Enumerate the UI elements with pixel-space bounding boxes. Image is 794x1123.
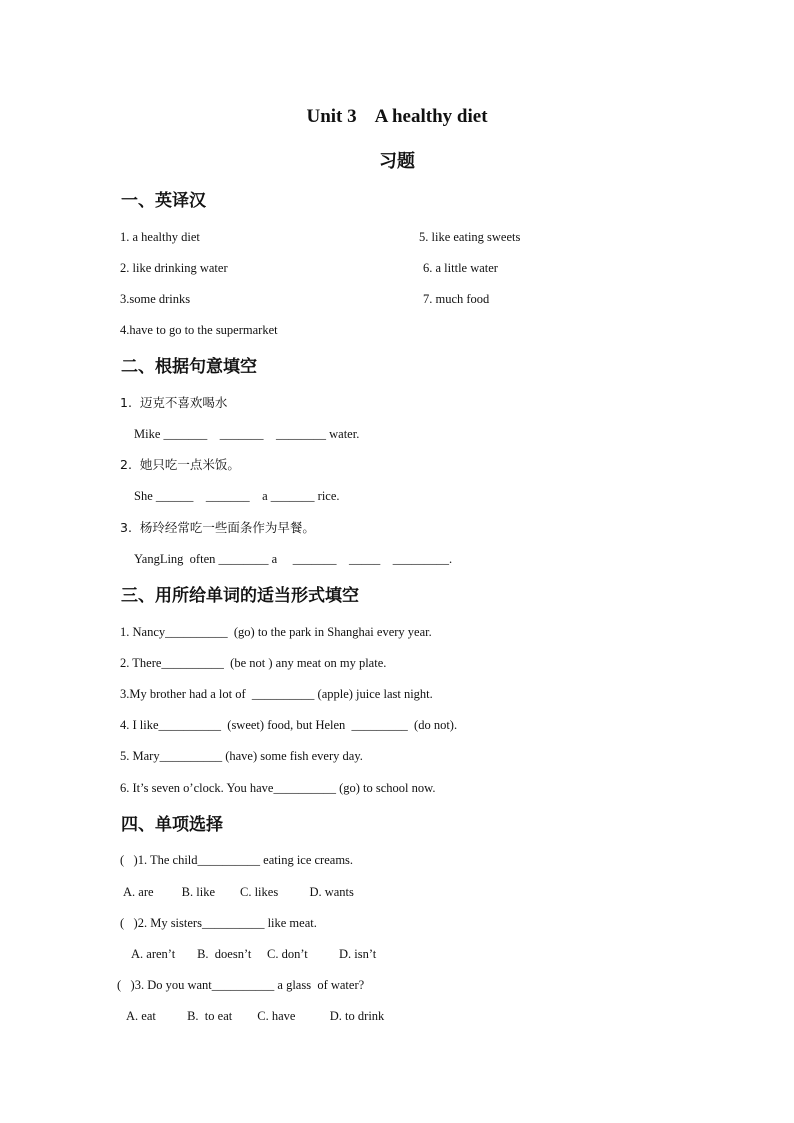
question-item: 7. much food: [423, 292, 490, 306]
page-subtitle: 习题: [379, 151, 415, 172]
question-item: 1. Nancy__________ (go) to the park in Shanghai every year.: [120, 625, 432, 639]
question-item: 3.some drinks: [120, 292, 191, 306]
question-item: 3. 杨玲经常吃一些面条作为早餐。: [120, 520, 315, 535]
question-item: 4. I like__________ (sweet) food, but Helen _________ (do not).: [120, 718, 458, 732]
question-item: 3.My brother had a lot of __________ (apple) juice last night.: [120, 687, 433, 701]
question-item: 6. It’s seven o’clock. You have__________ (go) to school now.: [120, 781, 436, 795]
question-item: 5. Mary__________ (have) some fish every day.: [120, 749, 363, 763]
section-heading: 二、根据句意填空: [121, 357, 257, 377]
fill-blank-line: Mike _______ _______ ________ water.: [134, 427, 360, 441]
answer-options: A. aren’t B. doesn’t C. don’t D. isn’t: [131, 947, 377, 961]
page-title: Unit 3 A healthy diet: [306, 106, 488, 127]
question-item: ( )2. My sisters__________ like meat.: [120, 916, 317, 930]
fill-blank-line: She ______ _______ a _______ rice.: [134, 489, 340, 503]
question-item: ( )3. Do you want__________ a glass of water?: [117, 978, 365, 992]
section-heading: 四、单项选择: [121, 815, 223, 835]
question-item: 1. a healthy diet: [120, 230, 200, 244]
question-item: ( )1. The child__________ eating ice creams.: [120, 853, 354, 867]
question-item: 2. like drinking water: [120, 261, 228, 275]
question-item: 5. like eating sweets: [419, 230, 521, 244]
question-item: 4.have to go to the supermarket: [120, 323, 278, 337]
answer-options: A. eat B. to eat C. have D. to drink: [126, 1009, 385, 1023]
fill-blank-line: YangLing often ________ a _______ _____ _________.: [134, 552, 453, 566]
answer-options: A. are B. like C. likes D. wants: [123, 885, 354, 899]
question-item: 1. 迈克不喜欢喝水: [120, 395, 228, 410]
question-item: 6. a little water: [423, 261, 498, 275]
section-heading: 三、用所给单词的适当形式填空: [121, 586, 359, 606]
question-item: 2. There__________ (be not ) any meat on my plate.: [120, 656, 387, 670]
question-item: 2. 她只吃一点米饭。: [120, 457, 240, 472]
section-heading: 一、英译汉: [121, 191, 206, 211]
